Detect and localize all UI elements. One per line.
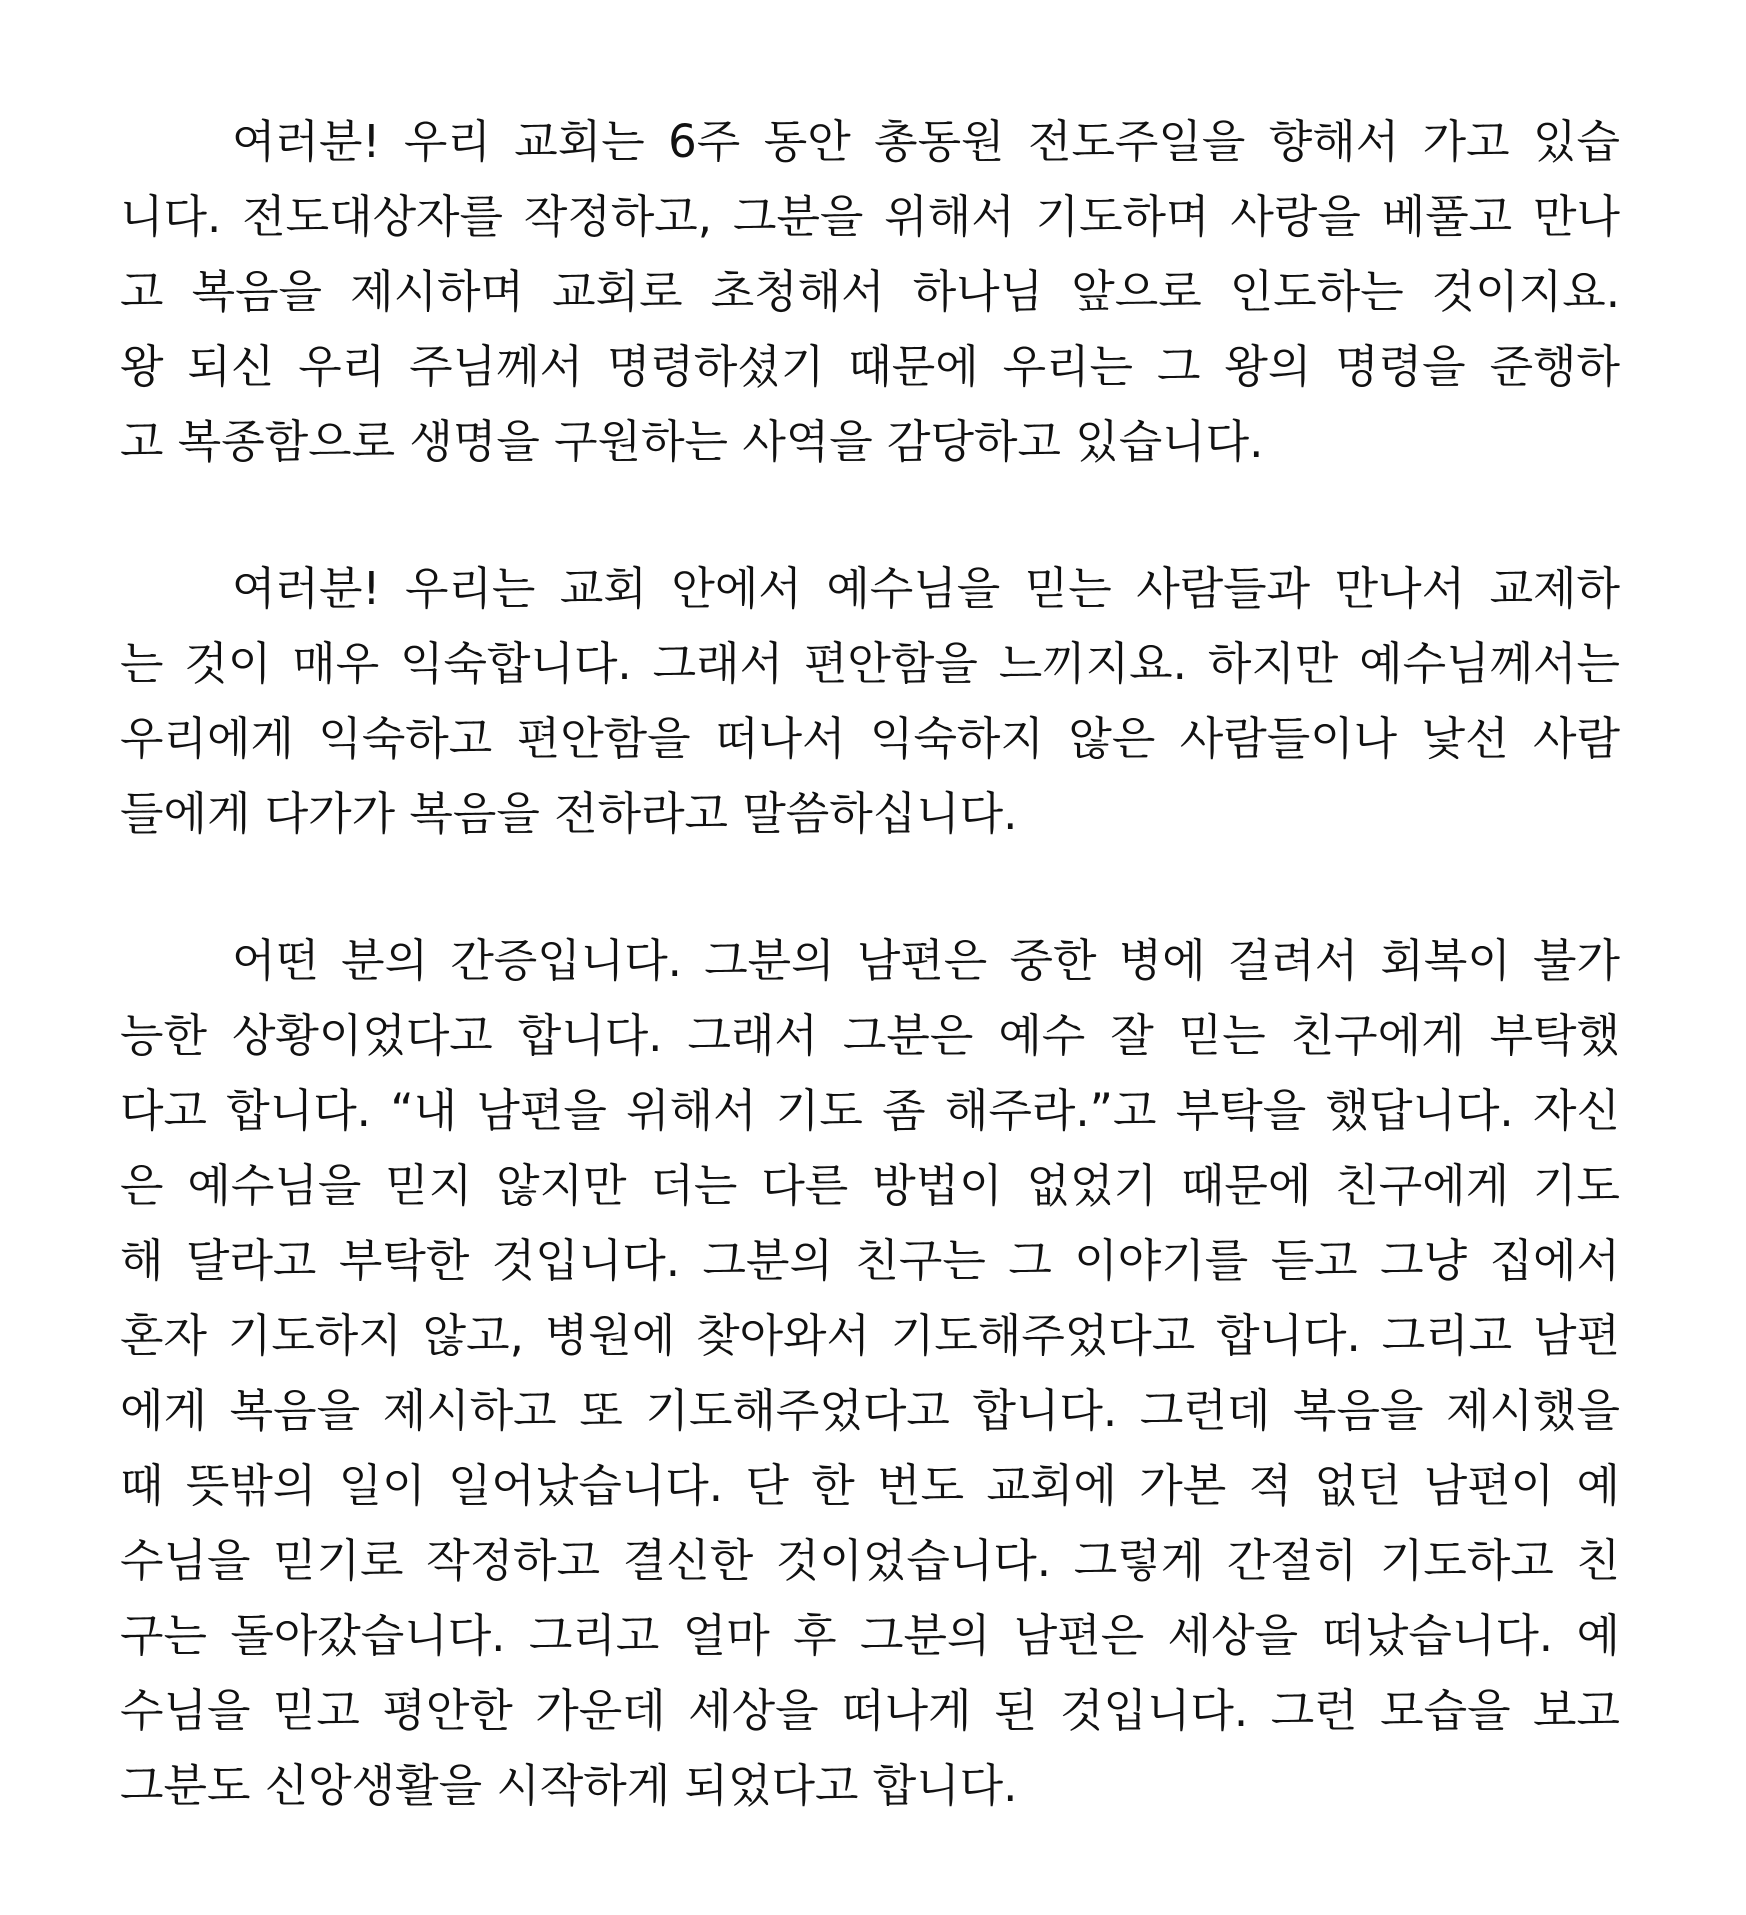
text-line: 다고 합니다. “내 남편을 위해서 기도 좀 해주라.”고 부탁을 했답니다. 자신 bbox=[120, 1084, 1620, 1137]
paragraph-2 bbox=[120, 551, 1620, 851]
document-page bbox=[120, 104, 1620, 1895]
paragraph-3 bbox=[120, 923, 1620, 1823]
text-line: 때 뜻밖의 일이 일어났습니다. 단 한 번도 교회에 가본 적 없던 남편이 예 bbox=[120, 1459, 1620, 1512]
text-line: 혼자 기도하지 않고, 병원에 찾아와서 기도해주었다고 합니다. 그리고 남편 bbox=[120, 1309, 1620, 1362]
text-line: 은 예수님을 믿지 않지만 더는 다른 방법이 없었기 때문에 친구에게 기도 bbox=[120, 1159, 1620, 1212]
text-line: 우리에게 익숙하고 편안함을 떠나서 익숙하지 않은 사람들이나 낯선 사람 bbox=[120, 712, 1620, 765]
text-line: 그분도 신앙생활을 시작하게 되었다고 합니다. bbox=[120, 1759, 1018, 1812]
text-line: 들에게 다가가 복음을 전하라고 말씀하십니다. bbox=[120, 787, 1018, 840]
text-line: 왕 되신 우리 주님께서 명령하셨기 때문에 우리는 그 왕의 명령을 준행하 bbox=[120, 340, 1620, 393]
text-line: 해 달라고 부탁한 것입니다. 그분의 친구는 그 이야기를 듣고 그냥 집에서 bbox=[120, 1234, 1620, 1287]
text-line: 여러분! 우리 교회는 6주 동안 총동원 전도주일을 향해서 가고 있습 bbox=[232, 115, 1620, 168]
text-line: 어떤 분의 간증입니다. 그분의 남편은 중한 병에 걸려서 회복이 불가 bbox=[232, 934, 1620, 987]
text-line: 여러분! 우리는 교회 안에서 예수님을 믿는 사람들과 만나서 교제하 bbox=[232, 562, 1620, 615]
text-line: 고 복음을 제시하며 교회로 초청해서 하나님 앞으로 인도하는 것이지요. bbox=[120, 265, 1620, 318]
text-line: 수님을 믿기로 작정하고 결신한 것이었습니다. 그렇게 간절히 기도하고 친 bbox=[120, 1534, 1620, 1587]
text-line: 는 것이 매우 익숙합니다. 그래서 편안함을 느끼지요. 하지만 예수님께서는 bbox=[120, 637, 1620, 690]
text-line: 고 복종함으로 생명을 구원하는 사역을 감당하고 있습니다. bbox=[120, 415, 1264, 468]
text-line: 구는 돌아갔습니다. 그리고 얼마 후 그분의 남편은 세상을 떠났습니다. 예 bbox=[120, 1609, 1620, 1662]
text-line: 능한 상황이었다고 합니다. 그래서 그분은 예수 잘 믿는 친구에게 부탁했 bbox=[120, 1009, 1620, 1062]
paragraph-1 bbox=[120, 104, 1620, 479]
text-line: 니다. 전도대상자를 작정하고, 그분을 위해서 기도하며 사랑을 베풀고 만나 bbox=[120, 190, 1620, 243]
text-line: 수님을 믿고 평안한 가운데 세상을 떠나게 된 것입니다. 그런 모습을 보고 bbox=[120, 1684, 1620, 1737]
text-line: 에게 복음을 제시하고 또 기도해주었다고 합니다. 그런데 복음을 제시했을 bbox=[120, 1384, 1620, 1437]
